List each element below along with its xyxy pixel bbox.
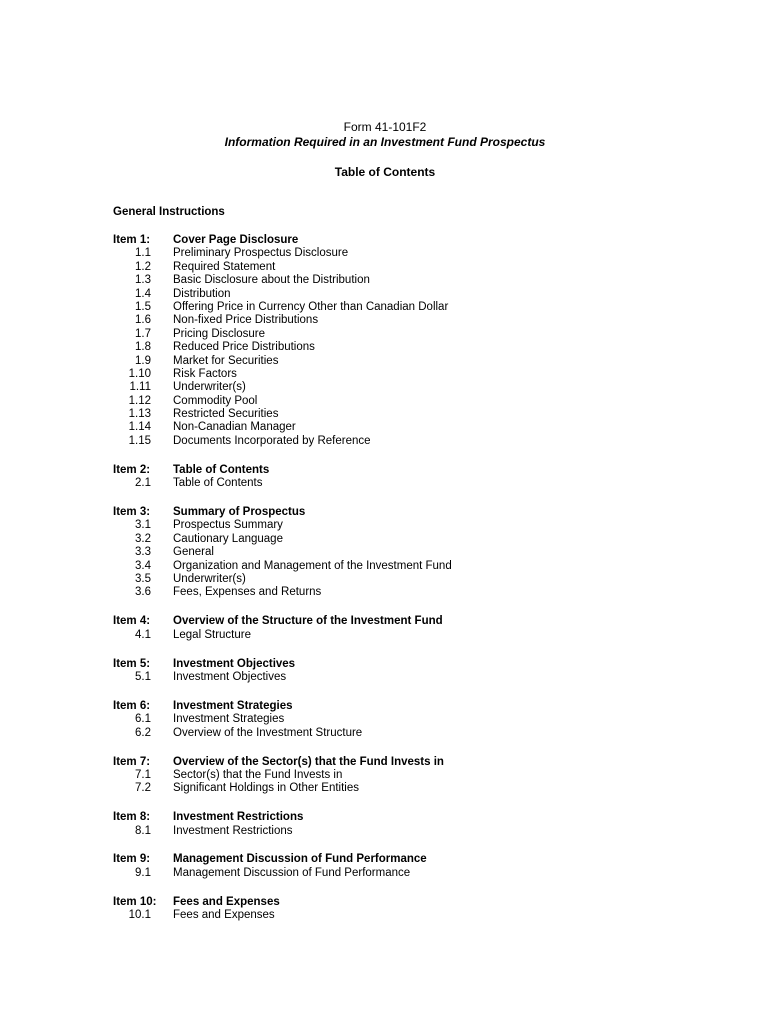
toc-subitem	[113, 769, 673, 782]
subitem-title: Non-Canadian Manager	[173, 421, 296, 434]
item-number: Item 4:	[113, 615, 151, 628]
general-instructions: General Instructions	[113, 206, 225, 218]
toc-subitem	[113, 301, 673, 314]
toc-subitem	[113, 395, 673, 408]
subitem-number: 3.6	[135, 586, 151, 599]
toc-item	[113, 615, 673, 642]
subitem-number: 1.3	[135, 274, 151, 287]
subitem-number: 2.1	[135, 477, 151, 490]
toc-subitem	[113, 368, 673, 381]
subitem-number: 1.1	[135, 247, 151, 260]
subitem-title: Basic Disclosure about the Distribution	[173, 274, 370, 287]
toc-subitem	[113, 435, 673, 448]
item-number: Item 10:	[113, 895, 157, 908]
subitem-number: 3.4	[135, 559, 151, 572]
subitem-number: 1.6	[135, 314, 151, 327]
toc-item-heading	[113, 853, 673, 866]
subitem-number: 6.2	[135, 726, 151, 739]
subitem-number: 7.2	[135, 782, 151, 795]
toc-subitem	[113, 782, 673, 795]
subitem-title: Overview of the Investment Structure	[173, 726, 363, 739]
subitem-title: Risk Factors	[173, 367, 237, 380]
subitem-number: 3.2	[135, 532, 151, 545]
subitem-title: Distribution	[173, 287, 231, 300]
subitem-number: 1.14	[128, 421, 151, 434]
toc-subitem	[113, 355, 673, 368]
toc-subitem	[113, 573, 673, 586]
subitem-title: Organization and Management of the Investment Fund	[173, 559, 452, 572]
toc-item	[113, 658, 673, 685]
toc-item-heading	[113, 615, 673, 628]
subitem-title: Fees and Expenses	[173, 909, 275, 922]
subitem-number: 1.13	[128, 408, 151, 421]
subitem-title: Required Statement	[173, 260, 276, 273]
toc-item	[113, 756, 673, 796]
toc-item	[113, 234, 673, 448]
toc-subitem	[113, 825, 673, 838]
toc-subitem	[113, 421, 673, 434]
toc-subitem	[113, 671, 673, 684]
toc-subitem	[113, 261, 673, 274]
subitem-title: Pricing Disclosure	[173, 327, 266, 340]
form-subtitle: Information Required in an Investment Fund Prospectus	[224, 135, 546, 149]
subitem-title: Table of Contents	[173, 477, 263, 490]
subitem-title: Fees, Expenses and Returns	[173, 586, 322, 599]
subitem-title: Cautionary Language	[173, 532, 283, 545]
subitem-number: 9.1	[135, 866, 151, 879]
toc-item	[113, 700, 673, 740]
subitem-title: Preliminary Prospectus Disclosure	[173, 247, 349, 260]
subitem-title: Documents Incorporated by Reference	[173, 434, 371, 447]
item-number: Item 1:	[113, 234, 151, 246]
item-title: Management Discussion of Fund Performance	[173, 853, 427, 866]
subitem-number: 1.4	[135, 287, 151, 300]
toc-subitem	[113, 314, 673, 327]
subitem-number: 4.1	[135, 628, 151, 641]
toc-heading: Table of Contents	[334, 165, 436, 179]
subitem-number: 10.1	[128, 909, 151, 922]
subitem-title: Offering Price in Currency Other than Canadian Dollar	[173, 300, 449, 313]
subitem-title: Management Discussion of Fund Performance	[173, 866, 411, 879]
subitem-title: Non-fixed Price Distributions	[173, 314, 319, 327]
item-title: Table of Contents	[173, 463, 270, 476]
toc-subitem	[113, 341, 673, 354]
toc-item	[113, 811, 673, 838]
subitem-number: 3.1	[135, 519, 151, 532]
toc-item	[113, 464, 673, 491]
item-title: Investment Strategies	[173, 699, 293, 712]
item-title: Investment Objectives	[173, 657, 296, 670]
subitem-number: 1.5	[135, 300, 151, 313]
toc-subitem	[113, 247, 673, 260]
subitem-title: Sector(s) that the Fund Invests in	[173, 768, 343, 781]
item-number: Item 8:	[113, 811, 151, 824]
item-number: Item 3:	[113, 506, 151, 519]
toc-subitem	[113, 586, 673, 599]
toc-item-heading	[113, 234, 673, 247]
subitem-title: Restricted Securities	[173, 408, 279, 421]
subitem-number: 1.9	[135, 354, 151, 367]
item-title: Fees and Expenses	[173, 895, 280, 908]
form-number: Form 41-101F2	[343, 120, 427, 134]
subitem-title: Market for Securities	[173, 354, 279, 367]
subitem-title: Legal Structure	[173, 628, 251, 641]
item-title: Overview of the Structure of the Investment Fund	[173, 615, 443, 628]
subitem-title: Prospectus Summary	[173, 519, 283, 532]
item-number: Item 7:	[113, 755, 151, 768]
toc-subitem	[113, 533, 673, 546]
subitem-number: 7.1	[135, 768, 151, 781]
subitem-number: 1.11	[129, 381, 151, 394]
toc-item	[113, 506, 673, 600]
item-title: Summary of Prospectus	[173, 506, 306, 519]
subitem-title: Investment Objectives	[173, 670, 287, 683]
item-number: Item 5:	[113, 657, 151, 670]
subitem-title: Reduced Price Distributions	[173, 341, 315, 354]
toc-subitem	[113, 629, 673, 642]
subitem-title: Investment Strategies	[173, 713, 285, 726]
toc-subitem	[113, 867, 673, 880]
subitem-number: 1.7	[135, 327, 151, 340]
toc-subitem	[113, 519, 673, 532]
toc-subitem	[113, 288, 673, 301]
subitem-number: 3.3	[135, 546, 151, 559]
toc-subitem	[113, 328, 673, 341]
toc-subitem	[113, 274, 673, 287]
toc-item-heading	[113, 811, 673, 824]
subitem-title: Commodity Pool	[173, 394, 258, 407]
subitem-number: 3.5	[135, 572, 151, 585]
toc-item-heading	[113, 756, 673, 769]
toc-item-heading	[113, 896, 673, 909]
toc-subitem	[113, 560, 673, 573]
subitem-number: 1.2	[135, 260, 151, 273]
toc-item-heading	[113, 658, 673, 671]
toc-subitem	[113, 408, 673, 421]
toc-item-heading	[113, 700, 673, 713]
toc-subitem	[113, 546, 673, 559]
toc-subitem	[113, 909, 673, 922]
toc-item-heading	[113, 506, 673, 519]
item-number: Item 6:	[113, 699, 151, 712]
subitem-title: Investment Restrictions	[173, 824, 293, 837]
toc-subitem	[113, 727, 673, 740]
subitem-number: 5.1	[135, 670, 151, 683]
subitem-title: Significant Holdings in Other Entities	[173, 782, 360, 795]
subitem-title: Underwriter(s)	[173, 572, 246, 585]
toc-subitem	[113, 477, 673, 490]
toc-item-heading	[113, 464, 673, 477]
toc-item	[113, 853, 673, 880]
toc-item	[113, 896, 673, 923]
item-number: Item 9:	[113, 853, 151, 866]
subitem-number: 6.1	[135, 713, 151, 726]
toc-subitem	[113, 713, 673, 726]
subitem-title: Underwriter(s)	[173, 381, 246, 394]
subitem-number: 1.15	[128, 434, 151, 447]
item-number: Item 2:	[113, 463, 151, 476]
table-of-contents	[113, 234, 673, 938]
subitem-number: 8.1	[135, 824, 151, 837]
item-title: Cover Page Disclosure	[173, 234, 299, 246]
toc-subitem	[113, 381, 673, 394]
subitem-number: 1.10	[128, 367, 151, 380]
item-title: Overview of the Sector(s) that the Fund Invests in	[173, 755, 444, 768]
item-title: Investment Restrictions	[173, 811, 304, 824]
subitem-number: 1.8	[135, 341, 151, 354]
subitem-title: General	[173, 546, 214, 559]
subitem-number: 1.12	[128, 394, 151, 407]
